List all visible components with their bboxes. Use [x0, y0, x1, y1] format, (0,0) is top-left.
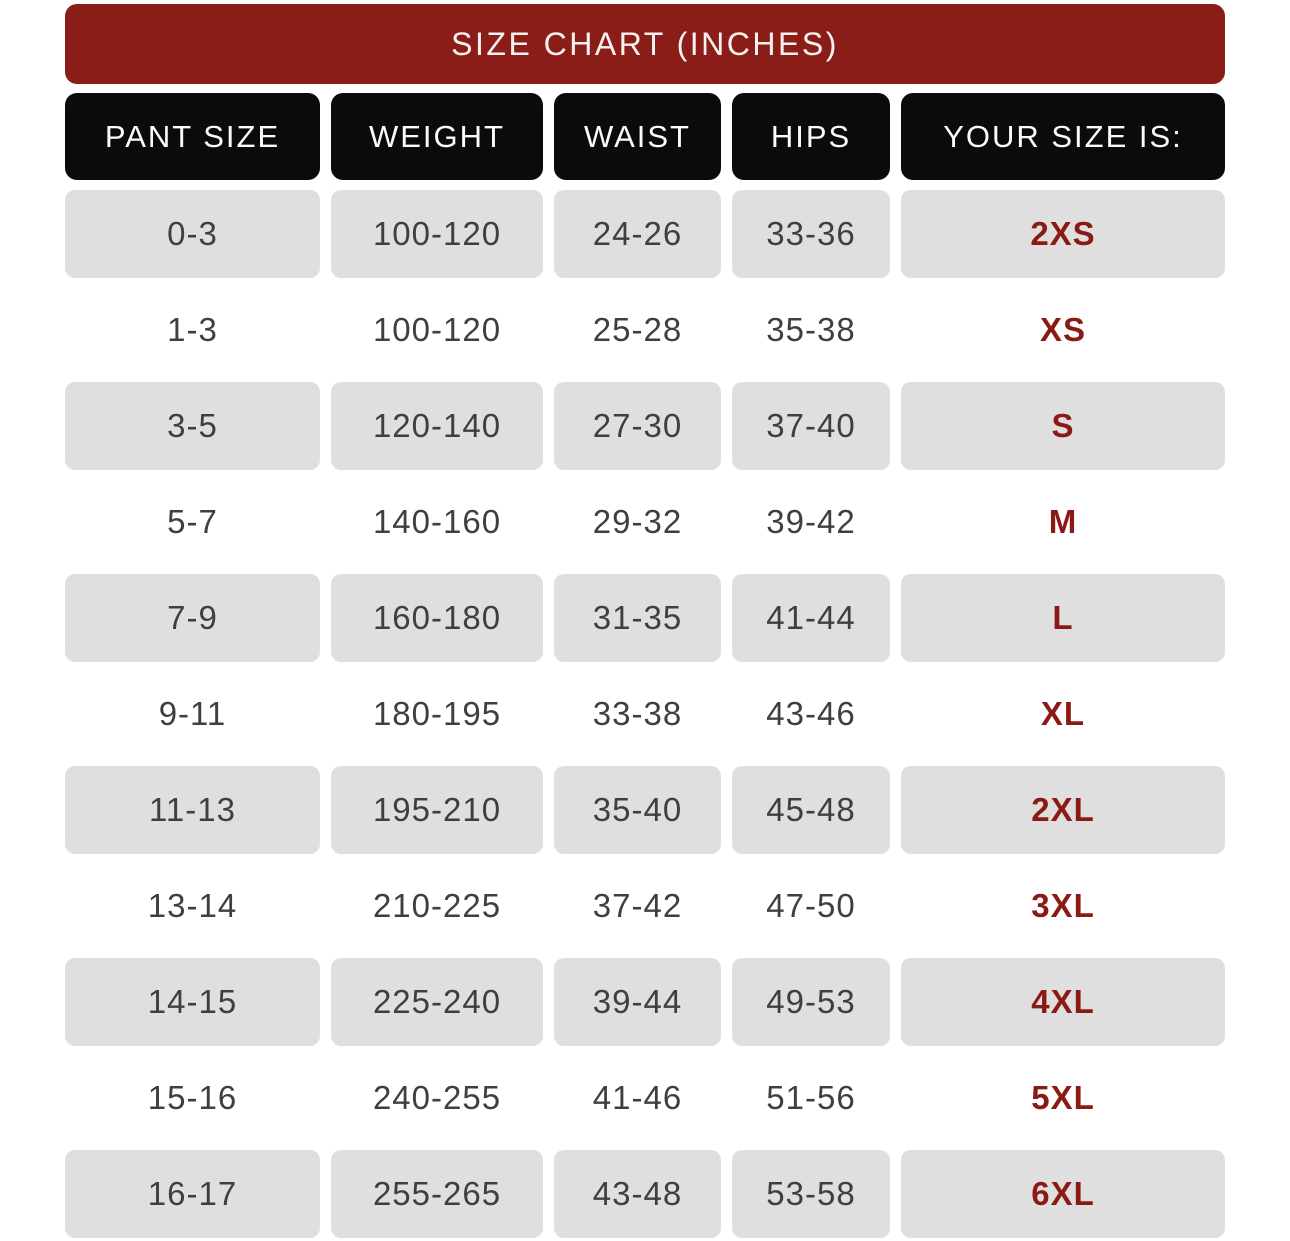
size-cell: 3XL	[1031, 887, 1095, 924]
weight-cell: 225-240	[331, 958, 543, 1046]
size-cell: 2XS	[901, 190, 1225, 278]
column-header-weight: WEIGHT	[331, 93, 543, 180]
weight-cell: 100-120	[331, 190, 543, 278]
table-row	[65, 670, 1225, 758]
waist-cell: 27-30	[554, 382, 721, 470]
pant-size-cell: 16-17	[65, 1150, 320, 1238]
waist-cell: 43-48	[554, 1150, 721, 1238]
pant-size-cell: 5-7	[167, 503, 218, 540]
table-row	[65, 574, 1225, 662]
column-header-waist: WAIST	[554, 93, 721, 180]
size-cell: M	[1048, 503, 1078, 540]
size-cell: XS	[1039, 311, 1087, 348]
weight-cell: 255-265	[331, 1150, 543, 1238]
waist-cell: 41-46	[592, 1079, 683, 1116]
hips-cell: 47-50	[766, 887, 856, 924]
hips-cell: 33-36	[732, 190, 890, 278]
hips-cell: 35-38	[766, 311, 856, 348]
page-title: SIZE CHART (INCHES)	[65, 4, 1225, 84]
size-cell: 6XL	[901, 1150, 1225, 1238]
weight-cell: 140-160	[372, 503, 502, 540]
table-row	[65, 190, 1225, 278]
waist-cell: 31-35	[554, 574, 721, 662]
waist-cell: 24-26	[554, 190, 721, 278]
size-cell: S	[901, 382, 1225, 470]
pant-size-cell: 1-3	[167, 311, 218, 348]
hips-cell: 45-48	[732, 766, 890, 854]
table-header-row	[65, 93, 1225, 180]
column-header-pant-size: PANT SIZE	[65, 93, 320, 180]
hips-cell: 41-44	[732, 574, 890, 662]
pant-size-cell: 3-5	[65, 382, 320, 470]
column-header-your-size: YOUR SIZE IS:	[901, 93, 1225, 180]
weight-cell: 100-120	[372, 311, 502, 348]
hips-cell: 37-40	[732, 382, 890, 470]
size-cell: 5XL	[1031, 1079, 1095, 1116]
hips-cell: 43-46	[766, 695, 856, 732]
weight-cell: 180-195	[372, 695, 502, 732]
hips-cell: 39-42	[766, 503, 856, 540]
table-row	[65, 1150, 1225, 1238]
weight-cell: 210-225	[372, 887, 502, 924]
size-cell: XL	[1040, 695, 1086, 732]
pant-size-cell: 0-3	[65, 190, 320, 278]
table-row	[65, 1054, 1225, 1142]
size-cell: 4XL	[901, 958, 1225, 1046]
pant-size-cell: 9-11	[158, 695, 227, 732]
weight-cell: 195-210	[331, 766, 543, 854]
pant-size-cell: 15-16	[147, 1079, 238, 1116]
size-cell: L	[901, 574, 1225, 662]
waist-cell: 39-44	[554, 958, 721, 1046]
weight-cell: 160-180	[331, 574, 543, 662]
column-header-hips: HIPS	[732, 93, 890, 180]
table-row	[65, 958, 1225, 1046]
waist-cell: 33-38	[592, 695, 683, 732]
table-row	[65, 766, 1225, 854]
size-cell: 2XL	[901, 766, 1225, 854]
pant-size-cell: 11-13	[65, 766, 320, 854]
waist-cell: 25-28	[592, 311, 683, 348]
weight-cell: 240-255	[372, 1079, 502, 1116]
table-row	[65, 478, 1225, 566]
pant-size-cell: 14-15	[65, 958, 320, 1046]
waist-cell: 29-32	[592, 503, 683, 540]
hips-cell: 49-53	[732, 958, 890, 1046]
waist-cell: 35-40	[554, 766, 721, 854]
table-row	[65, 286, 1225, 374]
weight-cell: 120-140	[331, 382, 543, 470]
hips-cell: 51-56	[766, 1079, 856, 1116]
waist-cell: 37-42	[592, 887, 683, 924]
pant-size-cell: 7-9	[65, 574, 320, 662]
table-row	[65, 862, 1225, 950]
pant-size-cell: 13-14	[147, 887, 238, 924]
table-row	[65, 382, 1225, 470]
hips-cell: 53-58	[732, 1150, 890, 1238]
